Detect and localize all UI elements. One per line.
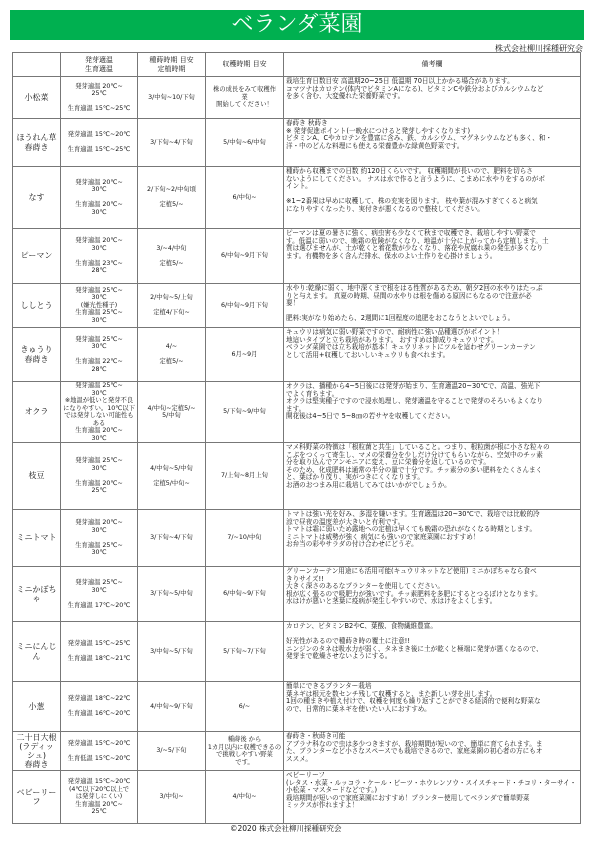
- harvest-line: 6/中旬~9/下旬: [223, 590, 266, 598]
- cell-temp: [61, 119, 138, 167]
- cell-remarks: [284, 167, 581, 229]
- temp-line: 生育適温 20℃~: [75, 479, 123, 487]
- cell-temp: [61, 510, 138, 567]
- sow-line: 3/中旬~: [159, 793, 184, 801]
- cell-temp: [61, 284, 138, 328]
- temp-line: 30℃: [91, 434, 107, 442]
- harvest-line: 株の成長をみて収穫作: [213, 86, 276, 94]
- name-line: ピーマン: [20, 251, 53, 261]
- temp-line: 30℃: [91, 464, 107, 472]
- temp-line: 28℃: [91, 267, 107, 275]
- cell-harvest: [206, 328, 284, 382]
- remarks-line: 要！: [286, 299, 300, 308]
- cell-name: [13, 732, 61, 771]
- sow-line: 3/~4/中旬: [156, 244, 187, 252]
- sow-line: 4/中旬~9/下旬: [150, 702, 193, 710]
- name-line: 春蒔き: [24, 354, 49, 364]
- cell-temp: [61, 443, 138, 510]
- cell-sow: [138, 382, 206, 443]
- header-temp: [61, 53, 138, 77]
- cell-harvest: [206, 622, 284, 682]
- name-line: (ラディッ: [19, 741, 54, 751]
- temp-line: [62, 98, 136, 106]
- name-line: ししとう: [20, 300, 53, 310]
- sow-line: 定植5/~: [159, 358, 184, 366]
- cell-sow: [138, 510, 206, 567]
- cell-sow: [138, 77, 206, 119]
- sow-line: 定植4/下旬~: [153, 309, 190, 317]
- name-line: きゅうり: [20, 345, 53, 355]
- cell-harvest: [206, 77, 284, 119]
- remarks-line: になりやすくなったり、実付きが悪くなるので整枝してください。: [286, 204, 484, 213]
- cell-remarks: [284, 328, 581, 382]
- remarks-line: と、葉ばかり茂り、実がつきにくくなります。: [286, 473, 424, 482]
- temp-line: 生育適温 20℃~: [75, 427, 123, 434]
- temp-line: は発芽しにくい): [75, 793, 123, 801]
- name-line: 二十日大根: [16, 732, 57, 742]
- sow-line: 定植5/~: [159, 201, 184, 209]
- temp-line: 発芽適温 25℃~: [75, 286, 123, 294]
- temp-line: 発芽適温 20℃~: [75, 82, 123, 90]
- remarks-line: 栽培期間が短いので家庭菜園におすすめ！プランター使用してベランダで簡単野菜: [286, 793, 530, 802]
- harvest-line: 6/中旬~9月下旬: [221, 301, 268, 309]
- remarks-line: 春蒔き 秋蒔き: [286, 119, 328, 127]
- remarks-line: そのため、化成肥料は通常の半分の量で十分です。チッ素分の多い肥料をたくさんまく: [286, 465, 543, 474]
- cell-name: [13, 284, 61, 328]
- remarks-line: ニンジンのタネは吸水力が弱く、タネまき後に土が乾くと極端に発芽が悪くなるので、: [286, 644, 543, 653]
- remarks-line: ベランダ菜園では立ち栽培が基本！キュウリネットにツルを這わせグリーンカーテン: [286, 343, 536, 352]
- name-line: ほうれん草: [16, 133, 57, 143]
- remarks-line: ※1~2番果は早めに収穫して、株の充実を図ります。 枝や葉が混みすぎてくると病気: [286, 197, 538, 206]
- cell-temp: [61, 167, 138, 229]
- remarks-line: ので、日常的に葉ネギを使いたい人におすすめ。: [286, 704, 431, 713]
- cell-temp: [61, 567, 138, 622]
- sow-line: 3/下旬~4/下旬: [150, 138, 193, 146]
- sow-line: 定植5/~: [159, 259, 184, 267]
- name-line: シュ): [27, 751, 46, 760]
- remarks-line: 種蒔から収穫までの日数 約120日くらいです。 収穫期間が長いので、肥料を切らさ: [286, 167, 533, 175]
- temp-line: 生育適温 15℃~25℃: [67, 105, 131, 112]
- remarks-line: グリーンカーテン用途にも活用可能(キュウリネットなど使用) ミニかぼちゃなら食べ: [286, 567, 537, 575]
- cell-name: [13, 510, 61, 567]
- temp-line: 発芽適温 15℃~20℃: [67, 131, 131, 139]
- remarks-line: マメ科野菜の特徴は「根粒菌と共生」していること。つまり、根粒菌が根に小さな粒々の: [286, 443, 550, 451]
- header-name: [13, 53, 61, 77]
- temp-line: 30℃: [91, 316, 107, 324]
- sow-line: 4/~: [165, 343, 178, 351]
- cell-temp: [61, 229, 138, 284]
- temp-line: 30℃: [91, 526, 107, 534]
- cell-sow: [138, 167, 206, 229]
- remarks-line: お弁当の彩やサラダの付け合わせにどうぞ。: [286, 540, 418, 549]
- sow-line: 5/中旬: [162, 412, 181, 419]
- cell-sow: [138, 567, 206, 622]
- cell-temp: [61, 771, 138, 824]
- remarks-line: コマツナはカロテン(体内でビタミンAになる)、ビタミンCや鉄分およびカルシウムなど: [286, 84, 544, 93]
- cell-harvest: [206, 682, 284, 732]
- cell-temp: [61, 732, 138, 771]
- name-line: オクラ: [24, 407, 49, 417]
- cell-harvest: [206, 443, 284, 510]
- harvest-line: 5/下旬~7/下旬: [223, 647, 266, 655]
- remarks-line: 栽培生育日数目安 高温期20~25日 低温期 70日以上かかる場合があります。: [286, 77, 514, 85]
- remarks-line: ※ 発芽促進ポイント(一晩水につけると発芽しやすくなります): [286, 126, 471, 135]
- name-line: 春蒔き: [24, 142, 49, 152]
- cell-temp: [61, 622, 138, 682]
- harvest-line: 5/下旬~9/中旬: [223, 408, 266, 416]
- cell-temp: [61, 77, 138, 119]
- harvest-line: です。: [235, 758, 254, 766]
- cell-name: [13, 229, 61, 284]
- cell-remarks: [284, 229, 581, 284]
- cell-harvest: [206, 167, 284, 229]
- remarks-line: アブラナ科なので虫は多少つきますが、栽培期間が短いので、簡単に育てられます。ま: [286, 739, 543, 748]
- table-row: [13, 732, 581, 771]
- table-row: [13, 167, 581, 229]
- name-line: ベビーリーフ: [16, 787, 57, 806]
- temp-line: [62, 252, 136, 260]
- harvest-line: で挑戦しやすい野菜: [216, 751, 273, 758]
- cell-harvest: [206, 229, 284, 284]
- remarks-line: でよく育ちます。: [286, 389, 339, 398]
- temp-line: 発芽適温 15℃~25℃: [67, 640, 131, 648]
- sow-line: 4/中旬~定植5/~: [147, 404, 196, 412]
- harvest-line: 1カ月以内に収穫できるの: [207, 743, 282, 751]
- temp-line: ある: [92, 419, 106, 427]
- harvest-line: 7/~10/中旬: [227, 534, 262, 542]
- cell-harvest: [206, 284, 284, 328]
- cell-name: [13, 622, 61, 682]
- table-row: [13, 771, 581, 824]
- cell-harvest: [206, 382, 284, 443]
- cell-sow: [138, 119, 206, 167]
- remarks-line: ます。有機物を多く含んだ排水、保水のよい土作りを心掛けましょう。: [286, 251, 497, 260]
- name-line: 小葱: [28, 701, 45, 711]
- temp-line: 生育適温 17℃~20℃: [67, 601, 131, 609]
- remarks-line: ます。: [286, 404, 306, 413]
- remarks-line: 質は選びませんが、土が乾くと着花数が少なくなり、落花や尻腐れ果の発生が多くなり: [286, 244, 544, 253]
- harvest-line: 4/中旬~: [232, 793, 257, 801]
- table-row: [13, 284, 581, 328]
- name-line: なす: [28, 192, 45, 202]
- temp-line: 28℃: [91, 365, 107, 373]
- cell-remarks: [284, 682, 581, 732]
- remarks-line: 簡単にできるプランター栽培: [286, 682, 372, 690]
- temp-line: 生育適温 25℃~: [75, 309, 123, 317]
- sow-line: 定植5/中旬~: [153, 479, 190, 487]
- cell-sow: [138, 622, 206, 682]
- harvest-line: 7/上旬~8月上旬: [221, 472, 268, 480]
- cell-harvest: [206, 771, 284, 824]
- temp-line: 生育適温 25℃~: [75, 541, 123, 549]
- temp-line: 30℃: [91, 389, 107, 397]
- cell-remarks: [284, 77, 581, 119]
- temp-line: 25℃: [91, 90, 107, 97]
- cell-sow: [138, 682, 206, 732]
- cell-harvest: [206, 567, 284, 622]
- temp-line: 30℃: [91, 549, 107, 557]
- harvest-line: 5/中旬~6/中旬: [223, 138, 266, 146]
- sow-line: 2/下旬~2/中旬頃: [146, 186, 197, 194]
- remarks-line: トマトは霜に弱いため露地への定植は早くても晩霜の恐れがなくなる時期とします。: [286, 525, 537, 534]
- remarks-line: オクラは、播種から4~5日後には発芽が始まり、生育適温20~30℃で、高温、強光下: [286, 382, 541, 390]
- temp-line: 30℃: [91, 294, 107, 302]
- temp-line: [62, 472, 136, 480]
- temp-line: 生育適温 18℃~21℃: [67, 655, 131, 663]
- cell-temp: [61, 382, 138, 443]
- cell-name: [13, 567, 61, 622]
- remarks-line: として活用+収穫しておいしいキュウリも食べれます。: [286, 350, 450, 359]
- cell-temp: [61, 682, 138, 732]
- sow-line: [139, 252, 204, 260]
- remarks-line: 春蒔き・秋蒔き可能: [286, 732, 346, 740]
- cell-harvest: [206, 119, 284, 167]
- table-header-row: [13, 53, 581, 77]
- cell-sow: [138, 284, 206, 328]
- table-row: [13, 510, 581, 567]
- sow-line: 3/~5/下旬: [156, 747, 187, 755]
- company-name: 株式会社柳川採種研究会: [495, 44, 583, 53]
- remarks-line: 根が広く張るので吸肥力が強いです。チッ素肥料を多肥にするとつるぼけとなります。: [286, 589, 542, 598]
- temp-line: [62, 534, 136, 542]
- sow-line: 2/中旬~5/上旬: [150, 294, 193, 302]
- temp-line: 生育適温 16℃~20℃: [67, 710, 131, 718]
- temp-line: 30℃: [91, 343, 107, 351]
- header-germination-temp: 発芽適温: [85, 56, 113, 65]
- remarks-line: ベビーリーフ: [286, 771, 325, 779]
- cell-remarks: [284, 119, 581, 167]
- temp-line: 生育適温 20℃~: [75, 201, 123, 209]
- harvest-line: 6月~9月: [231, 350, 258, 358]
- temp-line: (4℃以下20℃以上で: [68, 785, 130, 793]
- cell-remarks: [284, 567, 581, 622]
- remarks-line: た、プランターなど小さなスペースでも栽培できるので、家庭菜園の初心者の方にもオ: [286, 747, 543, 756]
- temp-line: 25℃: [91, 487, 107, 495]
- remarks-line: (レタス・水菜・ルッコラ・ケール・ビーツ・ホウレンソウ・スイスチャード・チコリ・ターサイ・: [286, 778, 577, 787]
- name-line: ミニにんじん: [16, 642, 57, 661]
- page-title-banner: ベランダ菜園: [10, 10, 584, 40]
- temp-line: 生育適温 23℃~: [75, 259, 123, 267]
- cell-remarks: [284, 732, 581, 771]
- cell-remarks: [284, 443, 581, 510]
- temp-line: ※地温が低いと発芽不良: [64, 397, 134, 404]
- harvest-line: 種蒔後 から: [227, 736, 262, 743]
- remarks-line: 地這いタイプと立ち栽培があります。 おすすめは節成りキュウリです。: [286, 335, 498, 344]
- temp-line: 発芽適温 25℃~: [75, 335, 123, 343]
- remarks-line: きりサイズ!!: [286, 574, 324, 583]
- remarks-line: ミックスが作れますよ！: [286, 801, 359, 810]
- name-line: 春蒔き: [24, 760, 49, 770]
- remarks-line: オクラは堅実種子ですので浸水処理し、発芽適温を守ることで発芽のそろいもよくなり: [286, 397, 544, 406]
- table-row: [13, 328, 581, 382]
- sow-line: 3/下旬~4/下旬: [150, 534, 193, 542]
- remarks-line: 水やり:乾燥に弱く、地中深くまで根をはる性質があるため、朝夕2回の水やりはたっぷ: [286, 284, 543, 292]
- remarks-line: キュウリは病気に弱い野菜ですので、耐病性に強い品種選びがポイント！: [286, 328, 504, 336]
- remarks-line: りと与えます。 真夏の時期、昼間の水やりは根を傷める原因にもなるので注意が必: [286, 291, 532, 300]
- remarks-line: ビタミンA、Cやカロテンを豊富に含み、鉄、カルシウム、マグネシウムなども多く、和・: [286, 134, 553, 143]
- sow-line: 3/中旬~5/下旬: [150, 647, 193, 655]
- table-row: [13, 682, 581, 732]
- harvest-line: 6/中旬~: [232, 193, 257, 201]
- remarks-line: 1回の種まきや植え付けで、収穫を何度も繰り返すことができる経済的で便利な野菜な: [286, 697, 541, 706]
- cell-name: [13, 119, 61, 167]
- remarks-line: カロテン、ビタミンB2やC、葉酸、食物繊維豊富。: [286, 622, 437, 630]
- temp-line: になりやすい。10℃以下: [63, 404, 135, 412]
- temp-line: [62, 594, 136, 602]
- temp-line: 発芽適温 15℃~20℃: [67, 739, 131, 747]
- remarks-line: トマトは強い光を好み、多湿を嫌います。生育適温は20~30℃で、栽培では比較的冷: [286, 510, 540, 518]
- temp-line: 30℃: [91, 586, 107, 594]
- table-row: [13, 382, 581, 443]
- remarks-line: 開花後は4~5日で 5~8㎝の若サヤを収穫してください。: [286, 412, 455, 421]
- table-row: [13, 229, 581, 284]
- sow-line: 3/中旬~10/下旬: [148, 93, 195, 101]
- cell-sow: [138, 732, 206, 771]
- remarks-line: 好光性があるので種蒔き時の覆土に注意!!: [286, 637, 410, 646]
- footer-copyright: ©2020 株式会社柳川採種研究会: [230, 824, 342, 833]
- remarks-line: ピーマンは夏の暑さに強く、病虫害も少なくて秋まで収穫でき、栽培しやすい野菜で: [286, 229, 536, 237]
- cell-name: [13, 167, 61, 229]
- cell-remarks: [284, 510, 581, 567]
- temp-line: 生育適温 20℃~: [75, 800, 123, 808]
- cell-name: [13, 682, 61, 732]
- table-row: [13, 443, 581, 510]
- harvest-line: 6/中旬~9月下旬: [221, 252, 268, 260]
- cell-harvest: [206, 510, 284, 567]
- sow-line: 3/下旬~5/中旬: [150, 590, 193, 598]
- table-row: [13, 77, 581, 119]
- remarks-line: お酒のおつまみ用に栽培してみてはいかがでしょうか。: [286, 480, 451, 489]
- temp-line: (嫌光性種子): [80, 301, 118, 309]
- cell-name: [13, 443, 61, 510]
- remarks-line: す。低温に弱いので、晩霜の危険がなくなり、地温が十分に上がってから定植します。土: [286, 236, 549, 245]
- cell-name: [13, 382, 61, 443]
- temp-line: 25℃: [91, 808, 107, 816]
- remarks-line: 大きく深さのあるなプランターを使用してください。: [286, 582, 444, 591]
- header-harvest: 収穫時期 目安: [206, 53, 284, 77]
- cell-name: [13, 77, 61, 119]
- temp-line: 発芽適温 25℃~: [75, 579, 123, 586]
- harvest-line: 業: [241, 93, 248, 101]
- remarks-line: 洋・中のどんな料理にも使える栄養豊かな緑黄色野菜です。: [286, 141, 464, 150]
- temp-line: 生育低温 15℃~20℃: [67, 754, 131, 762]
- cell-sow: [138, 229, 206, 284]
- cell-sow: [138, 443, 206, 510]
- temp-line: 発芽適温 18℃~22℃: [67, 695, 131, 703]
- temp-line: 発芽適温 20℃~: [75, 519, 123, 527]
- header-growth-temp: 生育適温: [85, 64, 113, 73]
- header-remarks: 備考欄: [284, 53, 581, 77]
- temp-line: 30℃: [91, 208, 107, 216]
- temp-line: 発芽適温 25℃~: [75, 457, 123, 465]
- temp-line: 生育適温 22℃~: [75, 358, 123, 366]
- cell-sow: [138, 771, 206, 824]
- remarks-line: 葉ネギは根元を数センチ残して収穫すると、また新しい芽を出します。: [286, 689, 497, 698]
- harvest-line: 6/~: [238, 702, 251, 710]
- remarks-line: を多く含む、大変優れた栄養野菜です。: [286, 92, 405, 101]
- remarks-line: 小松菜・マスタードなどです。): [286, 786, 378, 795]
- name-line: 枝豆: [28, 471, 45, 481]
- temp-line: [62, 747, 136, 755]
- table-row: [13, 567, 581, 622]
- cell-temp: [61, 328, 138, 382]
- cell-remarks: [284, 382, 581, 443]
- remarks-line: 肥料:実がなり始めたら、2週間に1回程度の追肥をおこなうとよいでしょう。: [286, 314, 515, 323]
- remarks-line: 水はけが悪いと茎葉に疫病が発生しやすいので、水はけをよくします。: [286, 597, 497, 606]
- remarks-line: こぶをつくって寄生し、マメの栄養分を少しだけ分けてもらいながら、空気中のチッ素: [286, 450, 543, 459]
- temp-line: 発芽適温 15℃~20℃: [67, 778, 131, 786]
- temp-line: 30℃: [91, 244, 107, 252]
- temp-line: 発芽適温 25℃~: [75, 382, 123, 389]
- header-sowing-time: 種蒔時期 目安: [149, 56, 194, 65]
- header-sowing: [138, 53, 206, 77]
- sow-line: 4/中旬~5/中旬: [150, 464, 193, 472]
- header-planting-time: 定植時期: [157, 64, 186, 73]
- cell-remarks: [284, 771, 581, 824]
- temp-line: 30℃: [91, 186, 107, 194]
- cell-remarks: [284, 284, 581, 328]
- sow-line: [139, 472, 204, 480]
- remarks-line: ススメ。: [286, 754, 312, 763]
- name-line: 小松菜: [24, 92, 49, 102]
- remarks-line: ミニトマトは威勢が強く 病気にも強いので家庭菜園におすすめ！: [286, 532, 480, 541]
- temp-line: 生育適温 15℃~25℃: [67, 146, 131, 154]
- cell-harvest: [206, 732, 284, 771]
- remarks-line: 分を取り込んでアンモニアに変え、豆に栄養分を返しているのです。: [286, 458, 491, 467]
- table-row: [13, 119, 581, 167]
- temp-line: 発芽適温 20℃~: [75, 178, 123, 186]
- cell-name: [13, 771, 61, 824]
- cell-remarks: [284, 622, 581, 682]
- temp-line: では発芽しない可能性も: [64, 412, 134, 419]
- remarks-line: 発芽まで乾燥させないようにする。: [286, 652, 392, 661]
- remarks-line: ないようにしてください。 ナスは水で作ると言うように、こまめに水やりをするのがポ: [286, 174, 545, 183]
- harvest-line: 開始してください！: [216, 101, 273, 109]
- name-line: ミニかぼちゃ: [16, 584, 57, 603]
- vegetable-table: [12, 52, 581, 824]
- temp-line: 発芽適温 20℃~: [75, 237, 123, 245]
- cell-name: [13, 328, 61, 382]
- name-line: ミニトマト: [16, 533, 57, 543]
- cell-sow: [138, 328, 206, 382]
- table-row: [13, 622, 581, 682]
- remarks-line: 涼で昼夜の温度差が大きいと有利です。: [286, 517, 405, 526]
- remarks-line: イント。: [286, 182, 312, 191]
